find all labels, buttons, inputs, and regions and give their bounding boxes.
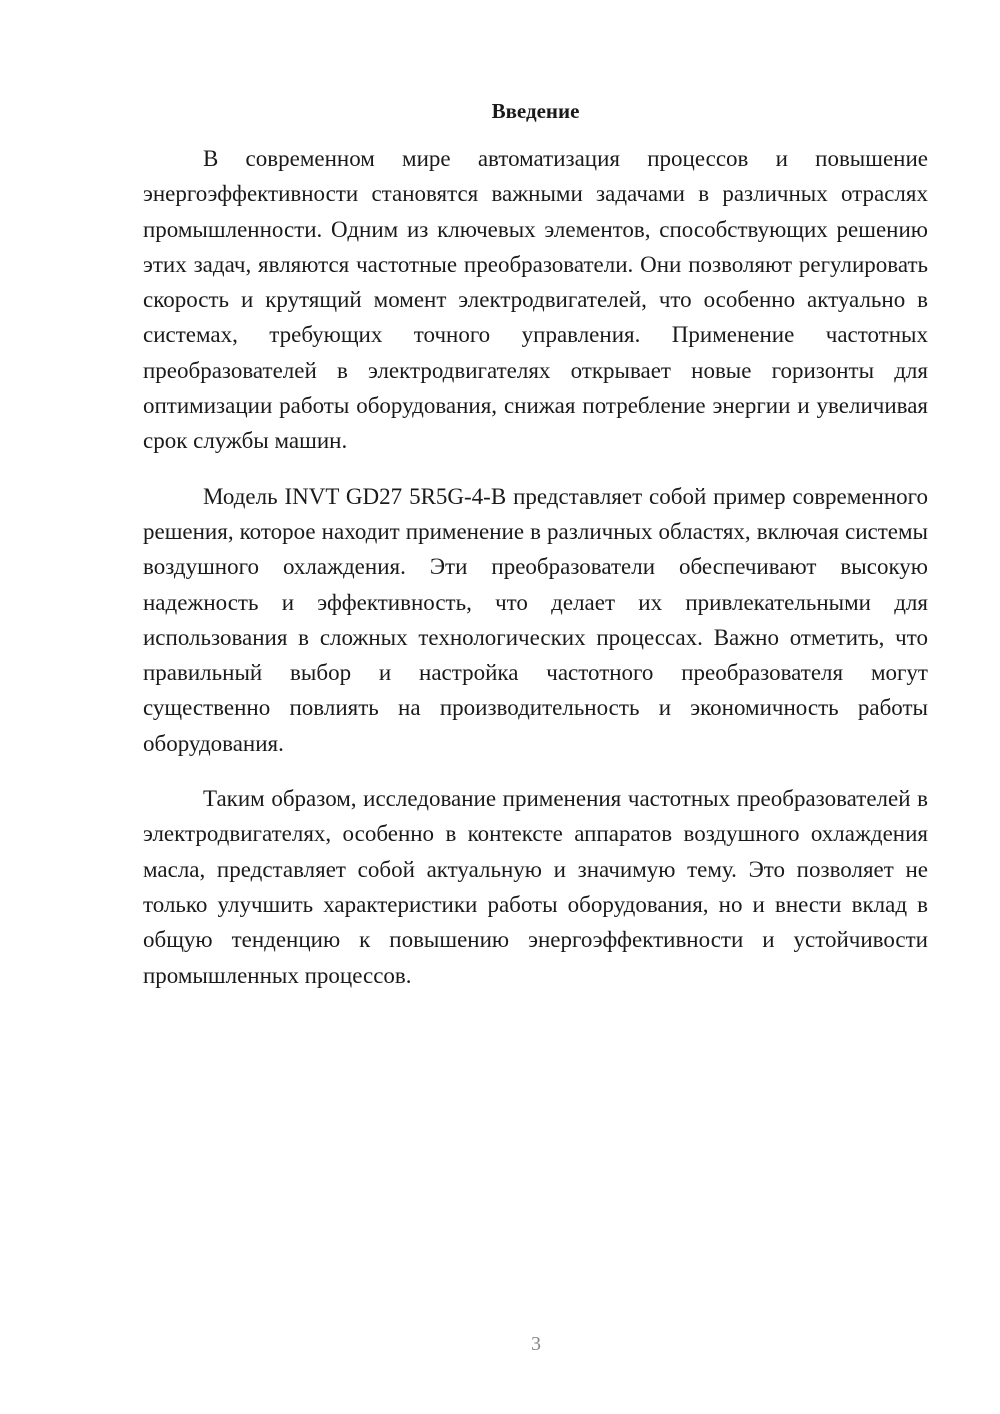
- paragraph-3: Таким образом, исследование применения частотных преобразователей в электродвигателях, особенно в контексте аппаратов воздушного охлаждения масла, представляет собой актуальную и значимую тему. Это позволяет не только улучшить характеристики работы оборудования, но и внести вклад в общую тенденцию к повышению энергоэффективности и устойчивости промышленных процессов.: [143, 786, 928, 988]
- section-title: Введение: [491, 99, 580, 123]
- page-content: [143, 94, 928, 993]
- paragraph-2: Модель INVT GD27 5R5G-4-B представляет собой пример современного решения, которое находит применение в различных областях, включая системы воздушного охлаждения. Эти преобразователи обеспечивают высокую надежность и эффективность, что делает их привлекательными для использования в сложных технологических процессах. Важно отметить, что правильный выбор и настройка частотного преобразователя могут существенно повлиять на производительность и экономичность работы оборудования.: [143, 483, 928, 756]
- page-number: 3: [531, 1333, 541, 1355]
- paragraph-1: В современном мире автоматизация процессов и повышение энергоэффективности становятся важными задачами в различных отраслях промышленности. Одним из ключевых элементов, способствующих решению этих задач, являются частотные преобразователи. Они позволяют регулировать скорость и крутящий момент электродвигателей, что особенно актуально в системах, требующих точного управления. Применение частотных преобразователей в электродвигателях открывает новые горизонты для оптимизации работы оборудования, снижая потребление энергии и увеличивая срок службы машин.: [143, 146, 928, 454]
